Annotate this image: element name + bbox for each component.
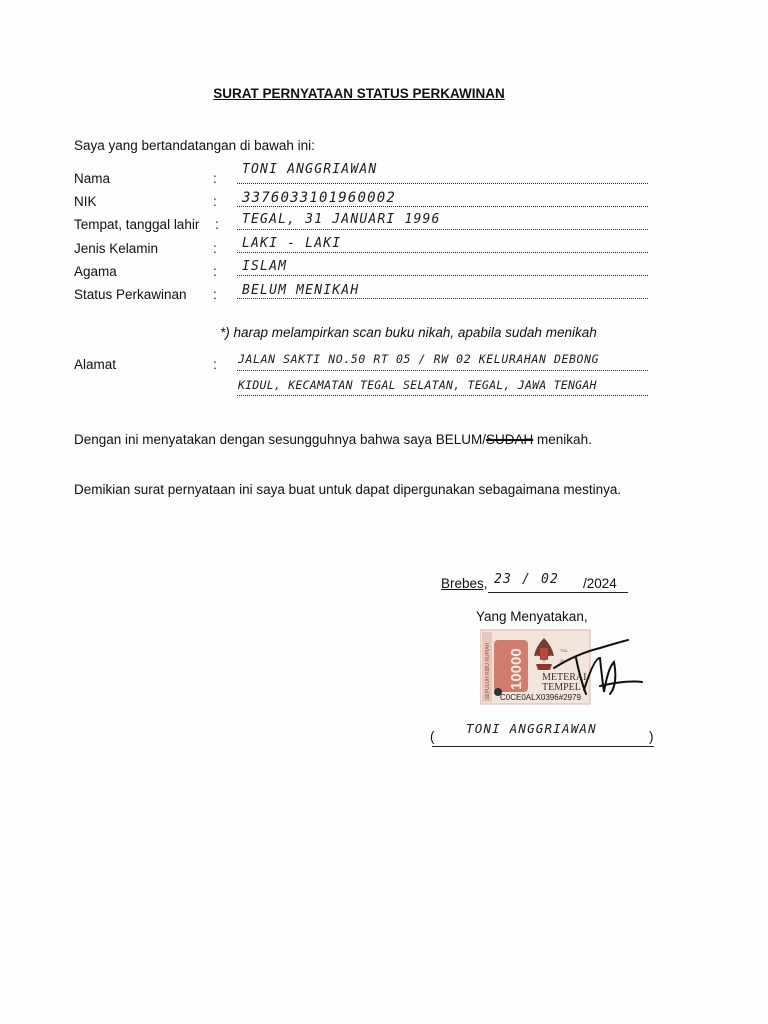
dotted-line (237, 183, 648, 184)
field-value-ttl: TEGAL, 31 JANUARI 1996 (242, 212, 441, 227)
statement-struck: SUDAH (486, 432, 534, 447)
place-label: Brebes, (441, 576, 488, 591)
field-value-agama: ISLAM (242, 259, 288, 274)
colon: : (213, 171, 217, 186)
dotted-line (237, 275, 648, 276)
field-label-ttl: Tempat, tanggal lahir (74, 217, 200, 232)
closing-text: Demikian surat pernyataan ini saya buat untuk dapat dipergunakan sebagaimana mestinya. (74, 482, 622, 497)
field-label-jenis-kelamin: Jenis Kelamin (74, 241, 159, 256)
colon: : (213, 357, 217, 372)
signer-underline (432, 746, 654, 747)
alamat-line-1: JALAN SAKTI NO.50 RT 05 / RW 02 KELURAHAN DEBONG (238, 352, 600, 366)
stamp-value: 10000 (508, 648, 525, 690)
statement-after: menikah. (533, 432, 592, 447)
date-day: 23 (494, 572, 513, 587)
field-label-agama: Agama (74, 264, 117, 279)
alamat-line-2: KIDUL, KECAMATAN TEGAL SELATAN, TEGAL, JAWA TENGAH (238, 378, 597, 392)
document-title: SURAT PERNYATAAN STATUS PERKAWINAN (213, 86, 505, 101)
stamp-tgl: TGL (560, 648, 568, 653)
colon: : (213, 264, 217, 279)
meterai-stamp-graphic (480, 628, 650, 718)
field-value-status: BELUM MENIKAH (242, 283, 360, 298)
date-underline (488, 592, 628, 593)
colon: : (213, 194, 217, 209)
dotted-line (237, 395, 648, 396)
stamp-line1: METERAI (542, 672, 587, 683)
meterai-stamp (480, 628, 610, 708)
stamp-serial: C0CE0ALX0396#2979 (500, 693, 581, 702)
date-sep: / (522, 572, 532, 587)
signer-label: Yang Menyatakan, (476, 609, 588, 624)
field-value-jenis-kelamin: LAKI - LAKI (242, 236, 342, 251)
dotted-line (237, 370, 648, 371)
field-value-nik: 3376033101960002 (242, 190, 397, 206)
intro-text: Saya yang bertandatangan di bawah ini: (74, 138, 315, 153)
field-label-status: Status Perkawinan (74, 287, 187, 302)
field-label-nama: Nama (74, 171, 111, 186)
dotted-line (237, 298, 648, 299)
signer-name: TONI ANGGRIAWAN (466, 721, 597, 736)
field-label-nik: NIK (74, 194, 97, 209)
colon: : (215, 217, 219, 232)
paren-open: ( (430, 729, 435, 744)
dotted-line (237, 206, 648, 207)
colon: : (213, 287, 217, 302)
dotted-line (237, 229, 648, 230)
paren-close: ) (649, 729, 654, 744)
note-text: *) harap melampirkan scan buku nikah, apabila sudah menikah (220, 325, 597, 340)
statement-text (74, 432, 592, 447)
colon: : (213, 241, 217, 256)
stamp-line2: TEMPEL (542, 682, 581, 693)
date-month: 02 (541, 572, 560, 587)
statement-before: Dengan ini menyatakan dengan sesungguhnya bahwa saya BELUM/ (74, 432, 487, 447)
dotted-line (237, 252, 648, 253)
stamp-side-text: SEPULUH RIBU RUPIAH (485, 642, 491, 700)
field-label-alamat: Alamat (74, 357, 117, 372)
stamp-num: 20 (560, 658, 565, 663)
field-value-nama: TONI ANGGRIAWAN (242, 162, 378, 177)
date-year: /2024 (583, 576, 617, 591)
